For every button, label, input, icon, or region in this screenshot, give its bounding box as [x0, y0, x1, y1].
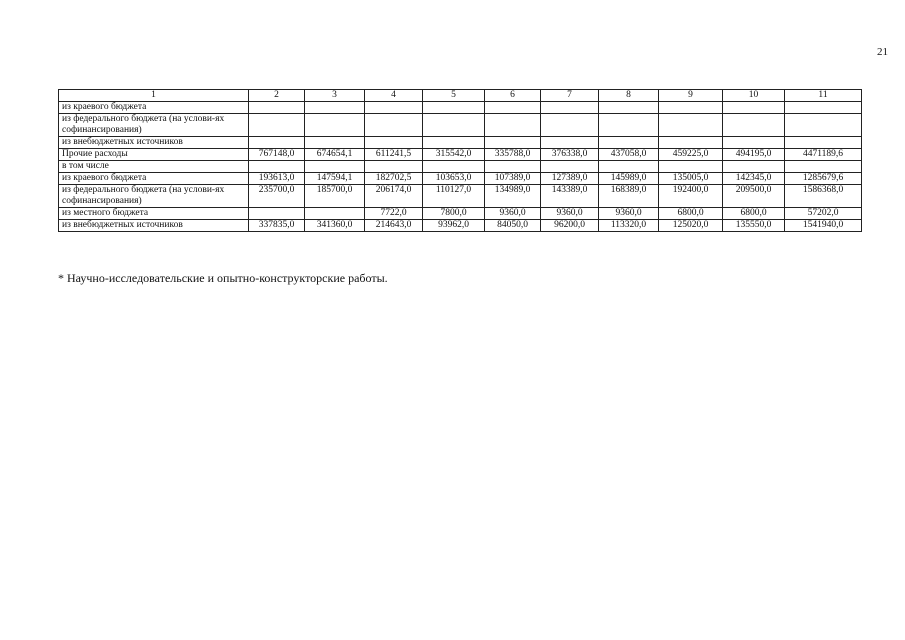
budget-table — [58, 89, 862, 232]
table-row — [59, 161, 862, 173]
row-label: Прочие расходы — [59, 149, 249, 161]
cell-value: 168389,0 — [599, 185, 659, 208]
cell-value — [423, 102, 485, 114]
table-row — [59, 102, 862, 114]
cell-value — [249, 102, 305, 114]
cell-value: 6800,0 — [659, 208, 723, 220]
cell-value: 235700,0 — [249, 185, 305, 208]
column-number-7: 7 — [541, 90, 599, 102]
cell-value: 337835,0 — [249, 220, 305, 232]
cell-value — [785, 137, 862, 149]
cell-value: 6800,0 — [723, 208, 785, 220]
cell-value — [599, 137, 659, 149]
table-row — [59, 220, 862, 232]
table-row — [59, 208, 862, 220]
cell-value — [541, 102, 599, 114]
cell-value — [365, 114, 423, 137]
row-label: из внебюджетных источников — [59, 220, 249, 232]
cell-value — [423, 161, 485, 173]
cell-value — [249, 208, 305, 220]
cell-value — [305, 161, 365, 173]
cell-value — [305, 137, 365, 149]
cell-value — [249, 137, 305, 149]
cell-value: 127389,0 — [541, 173, 599, 185]
column-number-4: 4 — [365, 90, 423, 102]
row-label: из федерального бюджета (на услови-ях софинансирования) — [59, 185, 249, 208]
cell-value — [365, 102, 423, 114]
column-number-10: 10 — [723, 90, 785, 102]
cell-value: 147594,1 — [305, 173, 365, 185]
cell-value: 113320,0 — [599, 220, 659, 232]
cell-value — [541, 161, 599, 173]
cell-value: 96200,0 — [541, 220, 599, 232]
column-number-3: 3 — [305, 90, 365, 102]
table-row — [59, 114, 862, 137]
cell-value: 134989,0 — [485, 185, 541, 208]
cell-value: 335788,0 — [485, 149, 541, 161]
cell-value: 103653,0 — [423, 173, 485, 185]
cell-value — [305, 114, 365, 137]
table-row — [59, 173, 862, 185]
cell-value: 57202,0 — [785, 208, 862, 220]
cell-value: 1586368,0 — [785, 185, 862, 208]
cell-value: 7800,0 — [423, 208, 485, 220]
row-label: из краевого бюджета — [59, 102, 249, 114]
cell-value — [599, 114, 659, 137]
cell-value: 315542,0 — [423, 149, 485, 161]
cell-value — [723, 114, 785, 137]
cell-value: 1285679,6 — [785, 173, 862, 185]
cell-value: 437058,0 — [599, 149, 659, 161]
cell-value — [249, 114, 305, 137]
cell-value — [541, 114, 599, 137]
cell-value: 611241,5 — [365, 149, 423, 161]
cell-value: 125020,0 — [659, 220, 723, 232]
cell-value: 7722,0 — [365, 208, 423, 220]
table-row — [59, 149, 862, 161]
column-number-6: 6 — [485, 90, 541, 102]
cell-value: 214643,0 — [365, 220, 423, 232]
cell-value: 674654,1 — [305, 149, 365, 161]
cell-value — [599, 102, 659, 114]
table-row — [59, 137, 862, 149]
cell-value — [249, 161, 305, 173]
column-number-5: 5 — [423, 90, 485, 102]
cell-value — [723, 137, 785, 149]
cell-value: 142345,0 — [723, 173, 785, 185]
cell-value: 9360,0 — [541, 208, 599, 220]
row-label: из внебюджетных источников — [59, 137, 249, 149]
cell-value — [659, 114, 723, 137]
cell-value: 192400,0 — [659, 185, 723, 208]
page-number: 21 — [877, 46, 888, 58]
cell-value: 182702,5 — [365, 173, 423, 185]
cell-value: 107389,0 — [485, 173, 541, 185]
cell-value: 209500,0 — [723, 185, 785, 208]
cell-value — [485, 137, 541, 149]
column-number-9: 9 — [659, 90, 723, 102]
cell-value — [785, 114, 862, 137]
cell-value: 143389,0 — [541, 185, 599, 208]
cell-value: 84050,0 — [485, 220, 541, 232]
cell-value — [723, 161, 785, 173]
cell-value: 135005,0 — [659, 173, 723, 185]
cell-value — [659, 102, 723, 114]
cell-value — [659, 137, 723, 149]
cell-value — [785, 102, 862, 114]
column-number-1: 1 — [59, 90, 249, 102]
cell-value: 4471189,6 — [785, 149, 862, 161]
row-label: в том числе — [59, 161, 249, 173]
row-label: из местного бюджета — [59, 208, 249, 220]
footnote: * Научно-исследовательские и опытно-конструкторские работы. — [58, 271, 388, 285]
cell-value: 9360,0 — [485, 208, 541, 220]
cell-value: 193613,0 — [249, 173, 305, 185]
cell-value — [485, 114, 541, 137]
cell-value: 376338,0 — [541, 149, 599, 161]
cell-value: 341360,0 — [305, 220, 365, 232]
cell-value — [305, 102, 365, 114]
table-body — [59, 90, 862, 232]
cell-value: 135550,0 — [723, 220, 785, 232]
cell-value — [365, 161, 423, 173]
cell-value: 185700,0 — [305, 185, 365, 208]
cell-value: 494195,0 — [723, 149, 785, 161]
column-number-8: 8 — [599, 90, 659, 102]
cell-value — [305, 208, 365, 220]
cell-value: 206174,0 — [365, 185, 423, 208]
cell-value — [423, 137, 485, 149]
cell-value — [599, 161, 659, 173]
cell-value: 145989,0 — [599, 173, 659, 185]
cell-value — [785, 161, 862, 173]
row-label: из краевого бюджета — [59, 173, 249, 185]
cell-value — [423, 114, 485, 137]
table-row — [59, 185, 862, 208]
cell-value — [365, 137, 423, 149]
cell-value: 459225,0 — [659, 149, 723, 161]
row-label: из федерального бюджета (на услови-ях софинансирования) — [59, 114, 249, 137]
cell-value: 9360,0 — [599, 208, 659, 220]
cell-value: 767148,0 — [249, 149, 305, 161]
table-header-row — [59, 90, 862, 102]
cell-value — [485, 102, 541, 114]
cell-value — [659, 161, 723, 173]
column-number-11: 11 — [785, 90, 862, 102]
cell-value — [723, 102, 785, 114]
cell-value: 110127,0 — [423, 185, 485, 208]
cell-value: 1541940,0 — [785, 220, 862, 232]
column-number-2: 2 — [249, 90, 305, 102]
cell-value: 93962,0 — [423, 220, 485, 232]
cell-value — [485, 161, 541, 173]
cell-value — [541, 137, 599, 149]
